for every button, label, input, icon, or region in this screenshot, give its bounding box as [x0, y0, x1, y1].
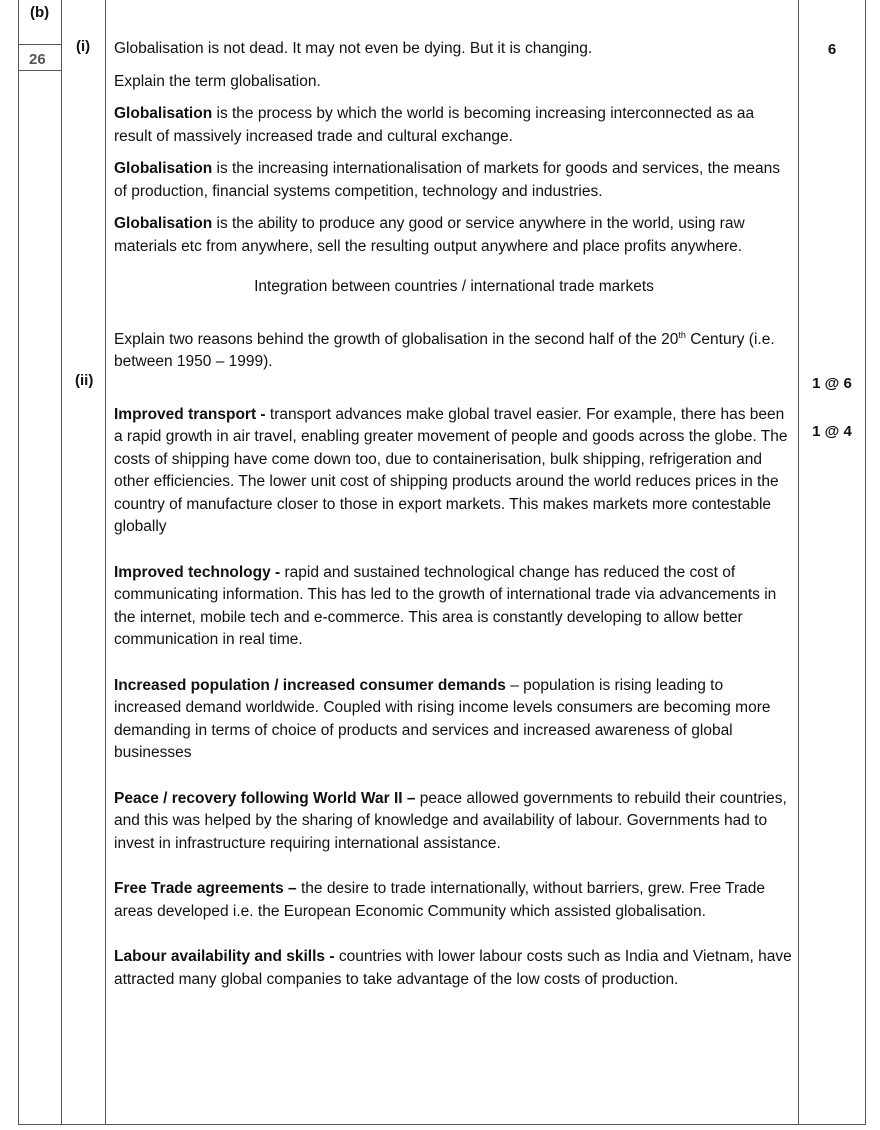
question-number-top-line	[18, 44, 62, 45]
question-number-bottom-line	[18, 70, 62, 71]
reason-title: Increased population / increased consumer demands	[114, 676, 506, 694]
subpart-i-label: (i)	[76, 38, 91, 55]
summary-line: Integration between countries / international trade markets	[254, 278, 654, 295]
question-ii	[114, 329, 794, 374]
quote: Globalisation is not dead. It may not even be dying. But it is changing.	[114, 40, 593, 57]
table-border-bottom	[18, 1124, 866, 1125]
definition-term: Globalisation	[114, 215, 213, 232]
reason-free-trade	[114, 878, 794, 923]
marks-part-ii-second: 1 @ 4	[812, 423, 852, 440]
reason-text: the desire to trade internationally, without barriers, grew. Free Trade areas developed i.e. the European Economic Community which assisted globalisation.	[114, 880, 766, 920]
answer-content	[114, 38, 794, 1014]
reason-title: Improved technology -	[114, 563, 281, 581]
question-ii-superscript: th	[678, 329, 686, 340]
question-ii-text-end: Century (i.e. between 1950 – 1999).	[114, 330, 775, 370]
reason-text: rapid and sustained technological change has reduced the cost of communicating information. This has led to the growth of international trade via advancements in the internet, mobile tech and e-commerce. This area is constantly developing to allow better communication in real time.	[114, 563, 777, 648]
reason-title: Labour availability and skills -	[114, 948, 335, 965]
part-label: (b)	[30, 4, 50, 21]
definition-text: is the ability to produce any good or service anywhere in the world, using raw materials etc from anywhere, sell the resulting output anywhere and place profits anywhere.	[114, 215, 745, 255]
reason-title: Free Trade agreements –	[114, 880, 297, 897]
reason-text: countries with lower labour costs such as India and Vietnam, have attracted many global companies to take advantage of the low costs of production.	[114, 948, 792, 988]
definition-term: Globalisation	[114, 160, 213, 177]
marks-part-i: 6	[827, 41, 837, 58]
question-number: 26	[29, 51, 46, 68]
table-border-right	[865, 0, 866, 1125]
column-divider-2	[105, 0, 106, 1125]
definition-1	[114, 103, 794, 148]
reason-population	[114, 675, 794, 765]
reason-technology	[114, 562, 794, 652]
column-divider-3	[798, 0, 799, 1125]
table-border-left	[18, 0, 19, 1125]
reason-labour	[114, 946, 794, 991]
definition-text: is the process by which the world is becoming increasing interconnected as aa result of massively increased trade and cultural exchange.	[114, 105, 755, 145]
reason-title: Peace / recovery following World War II –	[114, 789, 416, 807]
definition-3	[114, 213, 794, 258]
question-ii-text: Explain two reasons behind the growth of globalisation in the second half of the 20	[114, 330, 679, 348]
subpart-ii-label: (ii)	[75, 372, 94, 389]
reason-text: – population is rising leading to increased demand worldwide. Coupled with rising income levels consumers are becoming more demanding in terms of choice of products and services and increased awareness of global businesses	[114, 676, 771, 761]
reason-title: Improved transport -	[114, 405, 266, 423]
definition-term: Globalisation	[114, 105, 213, 122]
reason-peace	[114, 788, 794, 856]
reason-text: peace allowed governments to rebuild their countries, and this was helped by the sharing of knowledge and availability of labour. Governments had to invest in infrastructure requiring international assistance.	[114, 789, 787, 852]
column-divider-1	[61, 0, 62, 1125]
definition-2	[114, 158, 794, 203]
reason-transport	[114, 404, 794, 539]
definition-text: is the increasing internationalisation of markets for goods and services, the means of production, financial systems competition, technology and industries.	[114, 160, 780, 200]
reason-text: transport advances make global travel easier. For example, there has been a rapid growth in air travel, enabling greater movement of people and goods across the globe. The costs of shipping have come down too, due to containerisation, bulk shipping, refrigeration and other efficiencies. The lower unit cost of shipping products around the world reduces prices in the country of manufacture closer to those in export markets. This makes markets more contestable globally	[114, 405, 788, 535]
question-i: Explain the term globalisation.	[114, 72, 321, 90]
marks-part-ii-first: 1 @ 6	[812, 375, 852, 392]
